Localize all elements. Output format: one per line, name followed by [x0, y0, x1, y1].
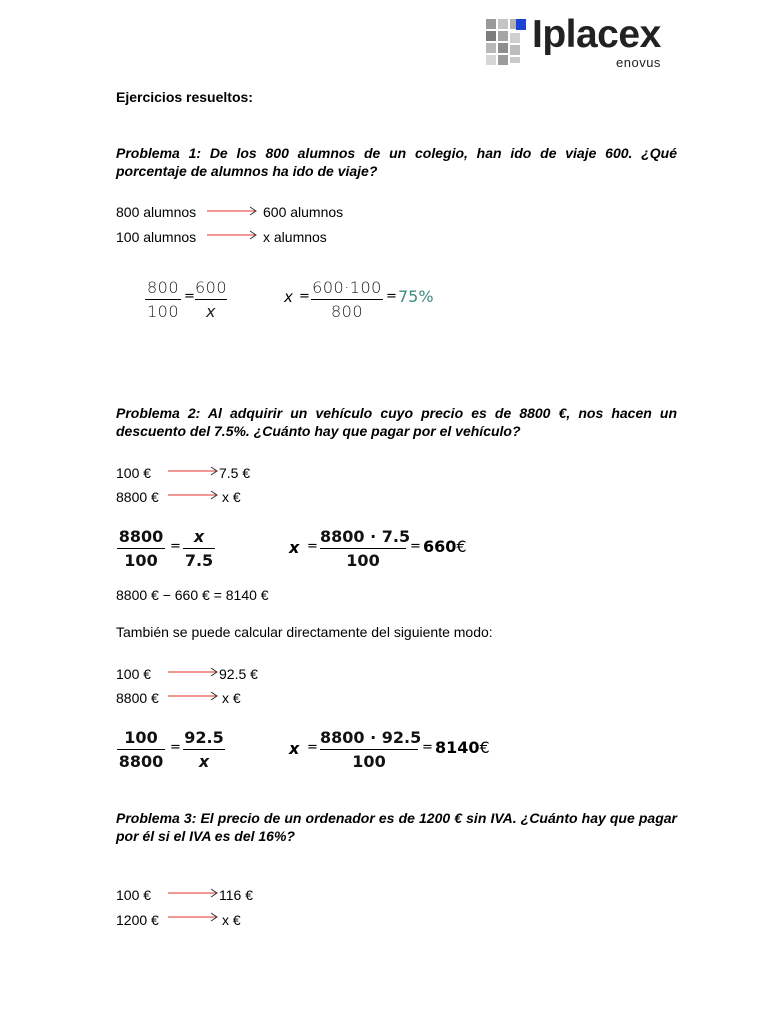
right-arrow-icon	[168, 465, 220, 477]
p1-row1-right: 600 alumnos	[263, 204, 344, 220]
problem-1-title: Problema 1: De los 800 alumnos de un colegio, han ido de viaje 600. ¿Qué porcentaje de alumnos ha ido de viaje?	[116, 145, 677, 179]
fraction-bar	[311, 299, 383, 300]
denominator: 8800	[118, 752, 164, 771]
p3-row2-left: 1200 €	[116, 912, 159, 928]
problem-2-title: Problema 2: Al adquirir un vehículo cuyo precio es de 8800 €, nos hacen un descuento del 7.5%. ¿Cuánto hay que pagar por el vehículo?	[116, 405, 677, 439]
numerator: x	[193, 527, 205, 546]
variable-x: x	[289, 538, 300, 557]
p2-alt-row1-right: 92.5 €	[219, 666, 258, 682]
p2-row2-left: 8800 €	[116, 489, 159, 505]
variable-x: x	[284, 288, 293, 306]
logo-square	[486, 31, 496, 41]
right-arrow-icon	[207, 229, 259, 241]
p2-alt-result	[435, 738, 490, 757]
fraction-bar	[183, 548, 215, 549]
denominator: 800	[330, 302, 364, 321]
fraction-bar	[117, 749, 165, 750]
p2-result	[423, 537, 467, 556]
p2-alt-row2-right: x €	[222, 690, 241, 706]
logo-wordmark: Iplacex	[532, 13, 661, 56]
p2-row1-left: 100 €	[116, 465, 152, 481]
numerator: 600	[195, 278, 228, 297]
numerator: 800	[146, 278, 180, 297]
numerator: 8800	[118, 527, 164, 546]
equals-sign: =	[184, 289, 195, 304]
numerator: 100	[124, 728, 158, 747]
p2-eq1-fraction-left	[117, 527, 165, 570]
variable-x: x	[289, 739, 300, 758]
p2-alt-text: También se puede calcular directamente del siguiente modo:	[116, 624, 493, 640]
page-heading: Ejercicios resueltos:	[116, 89, 253, 105]
fraction-bar	[145, 299, 181, 300]
right-arrow-icon	[207, 205, 259, 217]
logo-square	[486, 43, 496, 53]
result-unit: €	[456, 537, 467, 556]
logo-square	[498, 43, 508, 53]
p3-row2-right: x €	[222, 912, 241, 928]
equals-sign: =	[299, 289, 310, 304]
logo-square	[486, 19, 496, 29]
problem-3-title: Problema 3: El precio de un ordenador es de 1200 € sin IVA. ¿Cuánto hay que pagar por él si el IVA es del 16%?	[116, 810, 677, 844]
numerator: 92.5	[184, 728, 224, 747]
result-unit: €	[479, 738, 490, 757]
denominator: 7.5	[184, 551, 214, 570]
p2-eq3-fraction-left	[117, 728, 165, 771]
logo-square	[498, 19, 508, 29]
denominator: x	[198, 752, 210, 771]
denominator: 100	[352, 752, 386, 771]
equals-sign: =	[422, 740, 433, 755]
result-value: 660	[423, 537, 457, 556]
p2-eq4-fraction	[320, 728, 422, 771]
fraction-bar	[183, 749, 225, 750]
p3-row1-right: 116 €	[219, 887, 253, 903]
p1-eq1-fraction-left	[145, 278, 181, 321]
equals-sign: =	[170, 539, 181, 554]
result-value: 8140	[435, 738, 480, 757]
fraction-bar	[117, 548, 165, 549]
logo-subtitle: enovus	[616, 55, 661, 70]
right-arrow-icon	[168, 887, 220, 899]
numerator: 8800 · 92.5	[320, 728, 422, 747]
logo-square	[510, 57, 520, 63]
right-arrow-icon	[168, 911, 220, 923]
right-arrow-icon	[168, 666, 220, 678]
logo-square	[510, 33, 520, 43]
logo-square	[486, 55, 496, 65]
right-arrow-icon	[168, 690, 220, 702]
brand-logo	[486, 13, 676, 70]
denominator: 100	[124, 551, 158, 570]
numerator: 8800 · 7.5	[320, 527, 411, 546]
equals-sign: =	[307, 539, 318, 554]
p1-eq2-fraction	[311, 278, 383, 321]
logo-square	[510, 45, 520, 55]
fraction-bar	[320, 548, 406, 549]
denominator: 100	[346, 551, 380, 570]
equals-sign: =	[386, 289, 397, 304]
p1-row2-left: 100 alumnos	[116, 229, 197, 245]
p2-eq2-fraction	[320, 527, 411, 570]
equals-sign: =	[410, 539, 421, 554]
logo-square-accent	[516, 19, 526, 30]
right-arrow-icon	[168, 489, 220, 501]
p2-subtraction: 8800 € − 660 € = 8140 €	[116, 587, 269, 603]
p2-eq3-fraction-right	[183, 728, 225, 771]
denominator: x	[206, 302, 216, 321]
p2-eq1-fraction-right	[183, 527, 215, 570]
p2-alt-row1-left: 100 €	[116, 666, 152, 682]
p1-eq1-fraction-right	[195, 278, 227, 321]
p1-row1-left: 800 alumnos	[116, 204, 197, 220]
denominator: 100	[146, 302, 180, 321]
fraction-bar	[195, 299, 227, 300]
logo-square	[498, 31, 508, 41]
p2-row2-right: x €	[222, 489, 241, 505]
p2-alt-row2-left: 8800 €	[116, 690, 159, 706]
logo-square	[498, 55, 508, 65]
equals-sign: =	[170, 740, 181, 755]
p2-row1-right: 7.5 €	[219, 465, 251, 481]
equals-sign: =	[307, 740, 318, 755]
fraction-bar	[320, 749, 418, 750]
numerator: 600·100	[312, 278, 382, 297]
p1-result: 75%	[398, 287, 434, 306]
p3-row1-left: 100 €	[116, 887, 152, 903]
p1-row2-right: x alumnos	[263, 229, 327, 245]
